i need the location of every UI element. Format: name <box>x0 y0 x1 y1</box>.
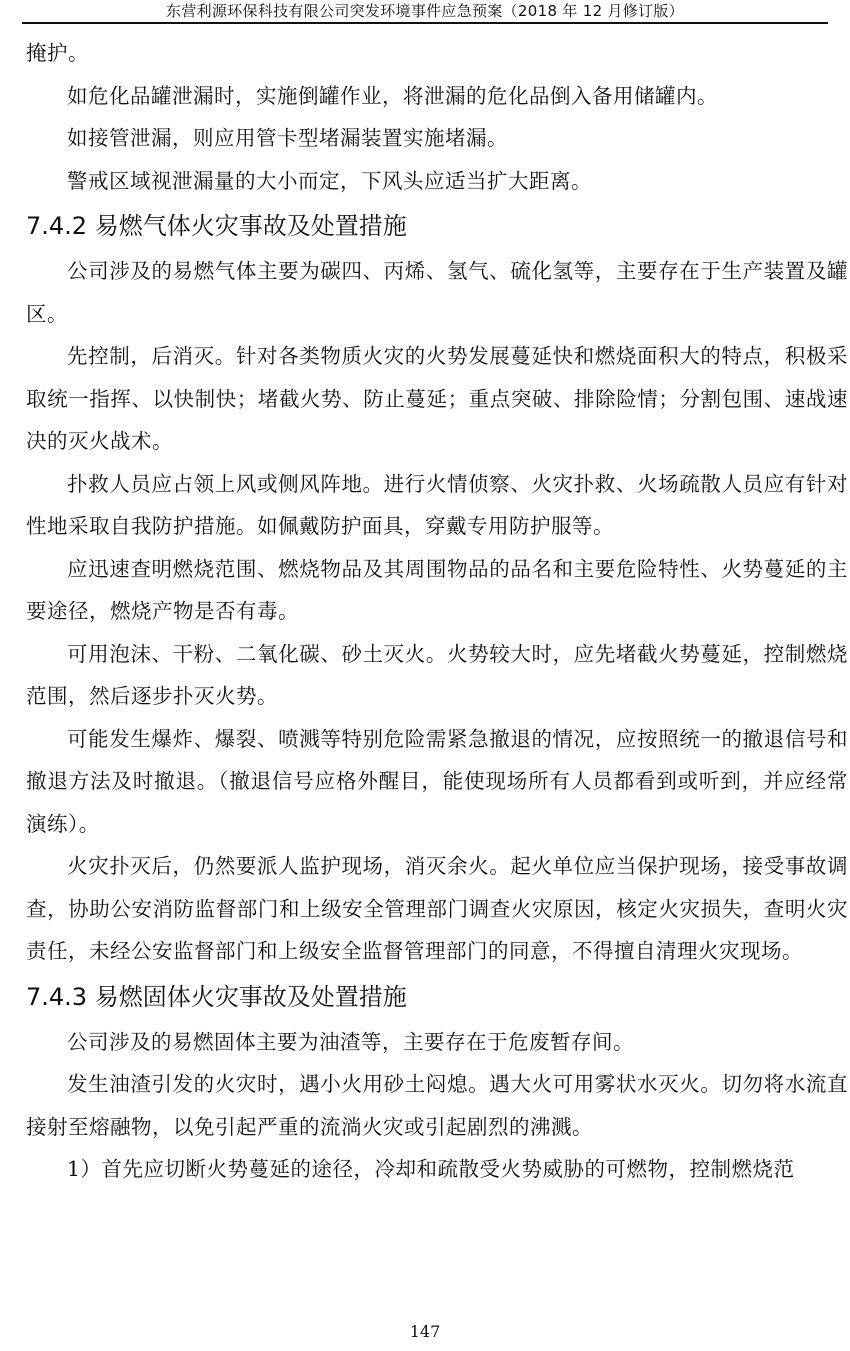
paragraph: 公司涉及的易燃气体主要为碳四、丙烯、氢气、硫化氢等，主要存在于生产装置及罐区。 <box>26 259 848 326</box>
paragraph: 应迅速查明燃烧范围、燃烧物品及其周围物品的品名和主要危险特性、火势蔓延的主要途径，燃烧产物是否有毒。 <box>26 556 848 623</box>
section-heading-7-4-3: 7.4.3 易燃固体火灾事故及处置措施 <box>26 982 407 1011</box>
page-body <box>26 32 848 1191</box>
paragraph: 火灾扑灭后，仍然要派人监护现场，消灭余火。起火单位应当保护现场，接受事故调查，协助公安消防监督部门和上级安全管理部门调查火灾原因，核定火灾损失，查明火灾责任，未经公安监督部门和上级安全监督管理部门的同意，不得擅自清理火灾现场。 <box>26 854 848 963</box>
section-heading-7-4-2: 7.4.2 易燃气体火灾事故及处置措施 <box>26 212 407 240</box>
paragraph: 如接管泄漏，则应用管卡型堵漏装置实施堵漏。 <box>67 126 508 150</box>
paragraph: 警戒区域视泄漏量的大小而定，下风头应适当扩大距离。 <box>67 168 592 193</box>
paragraph: 可能发生爆炸、爆裂、喷溅等特别危险需紧急撤退的情况，应按照统一的撤退信号和撤退方法及时撤退。（撤退信号应格外醒目，能使现场所有人员都看到或听到，并应经常演练）。 <box>26 726 848 836</box>
paragraph: 先控制，后消灭。针对各类物质火灾的火势发展蔓延快和燃烧面积大的特点，积极采取统一指挥、以快制快；堵截火势、防止蔓延；重点突破、排除险情；分割包围、速战速决的灭火战术。 <box>26 344 848 453</box>
paragraph: 扑救人员应占领上风或侧风阵地。进行火情侦察、火灾扑救、火场疏散人员应有针对性地采取自我防护措施。如佩戴防护面具，穿戴专用防护服等。 <box>26 471 848 538</box>
paragraph: 发生油渣引发的火灾时，遇小火用砂土闷熄。遇大火可用雾状水灭火。切勿将水流直接射至熔融物，以免引起严重的流淌火灾或引起剧烈的沸溅。 <box>26 1072 848 1139</box>
header-divider <box>22 22 828 24</box>
running-header: 东营利源环保科技有限公司突发环境事件应急预案（2018 年 12 月修订版） <box>166 2 684 20</box>
paragraph: 公司涉及的易燃固体主要为油渣等，主要存在于危废暂存间。 <box>67 1029 634 1054</box>
page-number: 147 <box>409 1322 441 1341</box>
continuation-paragraph: 掩护。 <box>26 41 89 65</box>
paragraph: 可用泡沫、干粉、二氧化碳、砂土灭火。火势较大时，应先堵截火势蔓延，控制燃烧范围，然后逐步扑灭火势。 <box>26 641 848 708</box>
list-item-paragraph: 1）首先应切断火势蔓延的途径，冷却和疏散受火势威胁的可燃物，控制燃烧范 <box>67 1157 795 1181</box>
paragraph: 如危化品罐泄漏时，实施倒罐作业，将泄漏的危化品倒入备用储罐内。 <box>67 83 718 108</box>
